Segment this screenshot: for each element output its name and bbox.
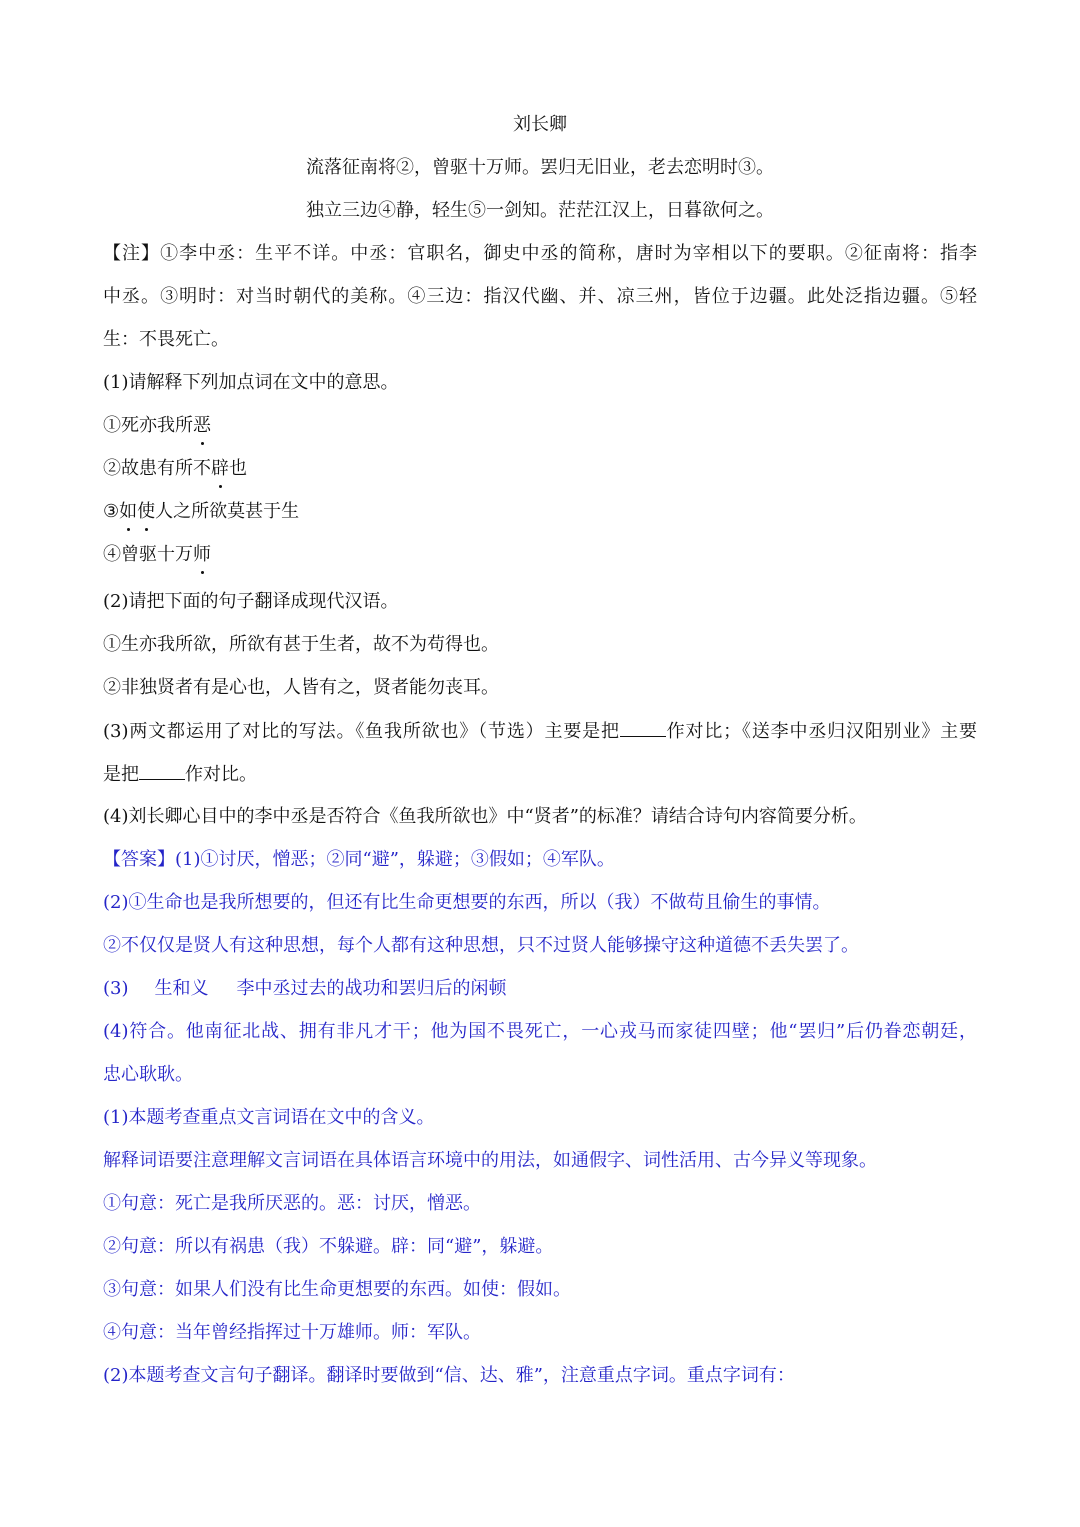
analysis-paragraph-3: ①句意：死亡是我所厌恶的。恶：讨厌，憎恶。 bbox=[103, 1193, 481, 1214]
question-1-item-1 bbox=[103, 413, 211, 439]
analysis-paragraph-6: ④句意：当年曾经指挥过十万雄师。师：军队。 bbox=[103, 1322, 481, 1343]
question-1-item-3 bbox=[103, 499, 299, 525]
q3-part-1: (3)两文都运用了对比的写法。《鱼我所欲也》（节选）主要是把 bbox=[103, 721, 620, 742]
answer-3-value-1: 生和义 bbox=[154, 978, 209, 999]
answer-4-line-1: (4)符合。他南征北战、拥有非凡才干；他为国不畏死亡，一心戎马而家徒四壁；他“罢归”后仍眷恋朝廷， bbox=[103, 1021, 977, 1042]
q3-part-3: 是把 bbox=[103, 764, 139, 785]
notes-line-1: 【注】①李中丞：生平不详。中丞：官职名，御史中丞的简称，唐时为宰相以下的要职。②征南将：指李 bbox=[103, 243, 977, 264]
q3-part-4: 作对比。 bbox=[185, 764, 257, 785]
question-1-item-2 bbox=[103, 456, 247, 482]
answer-3-number: (3) bbox=[103, 978, 129, 999]
question-2-item-1: ①生亦我所欲，所欲有甚于生者，故不为苟得也。 bbox=[103, 634, 499, 655]
question-3-line-1 bbox=[103, 718, 977, 745]
answer-2-line-2: ②不仅仅是贤人有这种思想，每个人都有这种思想，只不过贤人能够操守这种道德不丢失罢了。 bbox=[103, 935, 859, 956]
answer-2-line-1: (2)①生命也是我所想要的，但还有比生命更想要的东西，所以（我）不做苟且偷生的事情。 bbox=[103, 892, 831, 913]
q1-item3-post: 人之所欲莫甚于生 bbox=[155, 501, 300, 522]
analysis-paragraph-4: ②句意：所以有祸患（我）不躲避。辟：同“避”，躲避。 bbox=[103, 1236, 554, 1257]
notes-line-2: 中丞。③明时：对当时朝代的美称。④三边：指汉代幽、并、凉三州，皆位于边疆。此处泛指边疆。⑤轻 bbox=[103, 286, 977, 307]
analysis-paragraph-5: ③句意：如果人们没有比生命更想要的东西。如使：假如。 bbox=[103, 1279, 571, 1300]
answer-blank-1[interactable] bbox=[620, 718, 666, 737]
q1-item1-pre: ①死亦我所 bbox=[103, 415, 193, 436]
answer-4-line-2: 忠心耿耿。 bbox=[103, 1064, 193, 1085]
question-1-item-4 bbox=[103, 542, 211, 568]
notes-line-3: 生：不畏死亡。 bbox=[103, 329, 229, 350]
q1-item2-post: 也 bbox=[229, 458, 247, 479]
answer-3 bbox=[103, 976, 507, 1002]
q1-item3-dotted-word-1: 如 bbox=[119, 499, 137, 525]
answer-1-text: (1)①讨厌，憎恶；②同“避”，躲避；③假如；④军队。 bbox=[175, 849, 615, 870]
question-1-prompt: (1)请解释下列加点词在文中的意思。 bbox=[103, 372, 399, 393]
q1-item4-pre: ④曾驱十万 bbox=[103, 544, 193, 565]
answer-blank-2[interactable] bbox=[139, 761, 185, 780]
q3-part-2: 作对比；《送李中丞归汉阳别业》主要 bbox=[665, 721, 977, 742]
q1-item2-pre: ②故患有所不 bbox=[103, 458, 211, 479]
analysis-paragraph-7: (2)本题考查文言句子翻译。翻译时要做到“信、达、雅”，注意重点字词。重点字词有： bbox=[103, 1365, 795, 1386]
q1-item3-dotted-word-2: 使 bbox=[137, 499, 155, 525]
answer-3-value-2: 李中丞过去的战功和罢归后的闲顿 bbox=[236, 978, 507, 999]
poem-line-1: 流落征南将②，曾驱十万师。罢归无旧业，老去恋明时③。 bbox=[306, 157, 774, 178]
question-4-prompt: (4)刘长卿心目中的李中丞是否符合《鱼我所欲也》中“贤者”的标准？请结合诗句内容简要分析。 bbox=[103, 806, 867, 827]
q1-item4-dotted-word: 师 bbox=[193, 542, 211, 568]
answer-1 bbox=[103, 847, 615, 873]
answer-label: 【答案】 bbox=[103, 849, 175, 870]
analysis-paragraph-2: 解释词语要注意理解文言词语在具体语言环境中的用法，如通假字、词性活用、古今异义等现象。 bbox=[103, 1150, 877, 1171]
q1-item1-dotted-word: 恶 bbox=[193, 413, 211, 439]
q1-item2-dotted-word: 辟 bbox=[211, 456, 229, 482]
q1-item3-pre: ③ bbox=[103, 501, 120, 522]
poem-line-2: 独立三边④静，轻生⑤一剑知。茫茫江汉上，日暮欲何之。 bbox=[306, 200, 774, 221]
question-2-prompt: (2)请把下面的句子翻译成现代汉语。 bbox=[103, 591, 399, 612]
question-3-line-2 bbox=[103, 761, 257, 788]
question-2-item-2: ②非独贤者有是心也，人皆有之，贤者能勿丧耳。 bbox=[103, 677, 499, 698]
analysis-paragraph-1: (1)本题考查重点文言词语在文中的含义。 bbox=[103, 1107, 435, 1128]
poem-author: 刘长卿 bbox=[513, 114, 567, 135]
